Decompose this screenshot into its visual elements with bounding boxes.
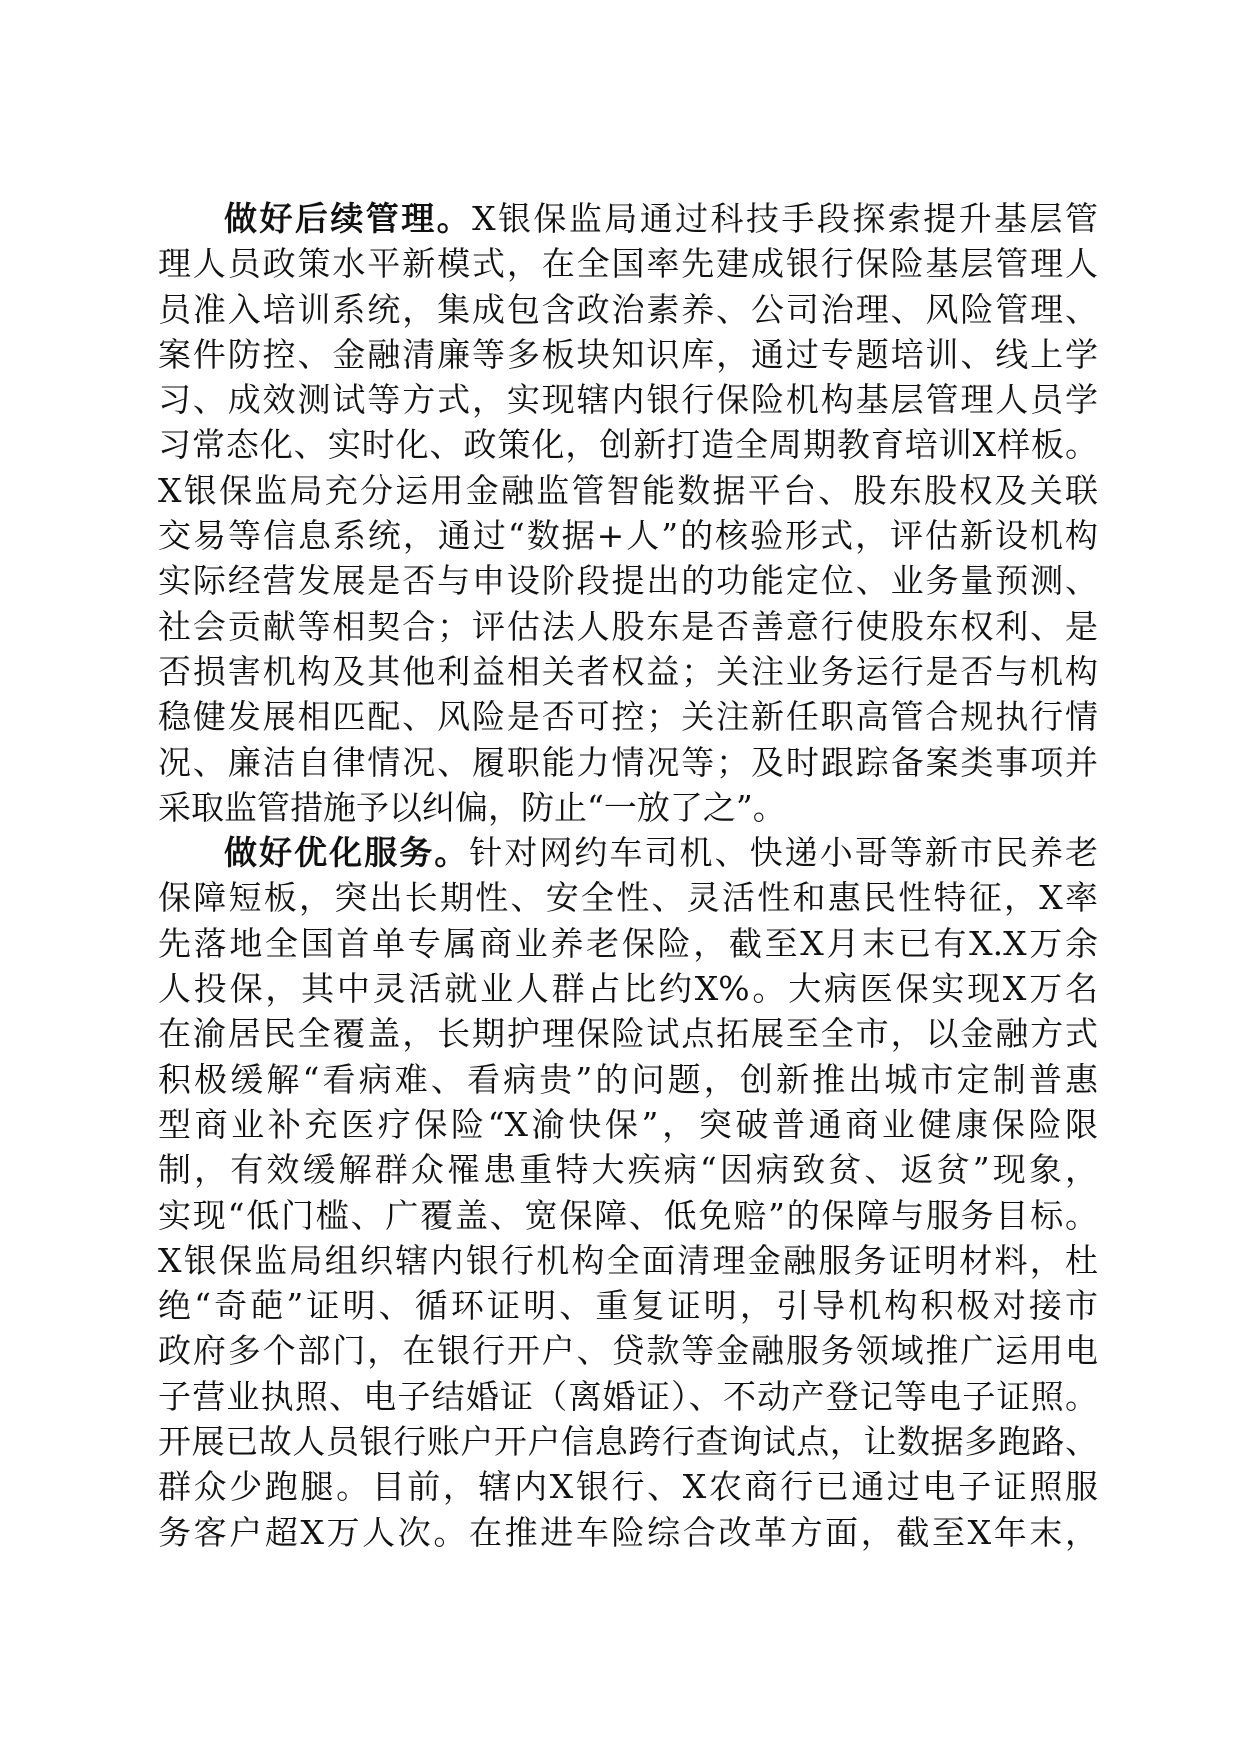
paragraph-1-line: 采取监管措施予以纠偏，防止“一放了之”。 — [158, 787, 786, 827]
paragraph-2-line: 人投保，其中灵活就业人群占比约X%。大病医保实现X万名 — [158, 969, 1098, 1009]
paragraph-2-heading: 做好优化服务。 — [224, 833, 470, 873]
paragraph-2-line: 在渝居民全覆盖，长期护理保险试点拓展至全市，以金融方式 — [158, 1014, 1098, 1054]
paragraph-1-line: 交易等信息系统，通过“数据+人”的核验形式，评估新设机构 — [158, 516, 1098, 556]
paragraph-2-line-1 — [158, 830, 1098, 875]
paragraph-1-line: 稳健发展相匹配、风险是否可控；关注新任职高管合规执行情 — [158, 697, 1098, 737]
paragraph-2-text: 针对网约车司机、快递小哥等新市民养老 — [469, 833, 1098, 873]
paragraph-2-line: 实现“低门槛、广覆盖、宽保障、低免赔”的保障与服务目标。 — [158, 1195, 1098, 1235]
paragraph-2-line: 子营业执照、电子结婚证（离婚证）、不动产登记等电子证照。 — [158, 1376, 1098, 1416]
paragraph-2-line: 积极缓解“看病难、看病贵”的问题，创新推出城市定制普惠 — [158, 1059, 1098, 1099]
paragraph-1-line-1 — [158, 196, 1098, 241]
paragraph-2-line: X银保监局组织辖内银行机构全面清理金融服务证明材料，杜 — [158, 1240, 1098, 1280]
paragraph-2-line: 型商业补充医疗保险“X渝快保”，突破普通商业健康保险限 — [158, 1104, 1098, 1144]
paragraph-2-line: 政府多个部门，在银行开户、贷款等金融服务领域推广运用电 — [158, 1331, 1098, 1371]
paragraph-2-line: 绝“奇葩”证明、循环证明、重复证明，引导机构积极对接市 — [158, 1286, 1098, 1326]
paragraph-1-line: 理人员政策水平新模式，在全国率先建成银行保险基层管理人 — [158, 244, 1098, 284]
paragraph-2-line: 保障短板，突出长期性、安全性、灵活性和惠民性特征，X率 — [158, 878, 1098, 918]
paragraph-1-line: 习、成效测试等方式，实现辖内银行保险机构基层管理人员学 — [158, 380, 1098, 420]
paragraph-2-line: 务客户超X万人次。在推进车险综合改革方面，截至X年末， — [158, 1512, 1098, 1552]
paragraph-2-line: 群众少跑腿。目前，辖内X银行、X农商行已通过电子证照服 — [158, 1467, 1098, 1507]
paragraph-1-text: X银保监局通过科技手段探索提升基层管 — [472, 199, 1098, 238]
paragraph-1-line: 否损害机构及其他利益相关者权益；关注业务运行是否与机构 — [158, 651, 1098, 691]
paragraph-1-line: 习常态化、实时化、政策化，创新打造全周期教育培训X样板。 — [158, 425, 1098, 465]
paragraph-1-line: X银保监局充分运用金融监管智能数据平台、股东股权及关联 — [158, 470, 1098, 510]
paragraph-2-line: 先落地全国首单专属商业养老保险，截至X月末已有X.X万余 — [158, 923, 1098, 963]
paragraph-1-line: 案件防控、金融清廉等多板块知识库，通过专题培训、线上学 — [158, 334, 1098, 374]
paragraph-1-line: 况、廉洁自律情况、履职能力情况等；及时跟踪备案类事项并 — [158, 742, 1098, 782]
paragraph-2-line: 制，有效缓解群众罹患重特大疾病“因病致贫、返贫”现象， — [158, 1150, 1098, 1190]
paragraph-1-heading: 做好后续管理。 — [224, 199, 473, 238]
paragraph-1-line: 实际经营发展是否与申设阶段提出的功能定位、业务量预测、 — [158, 561, 1098, 601]
paragraph-2-line: 开展已故人员银行账户开户信息跨行查询试点，让数据多跑路、 — [158, 1422, 1098, 1462]
document-body — [158, 196, 1098, 1555]
paragraph-1-line: 社会贡献等相契合；评估法人股东是否善意行使股东权利、是 — [158, 606, 1098, 646]
paragraph-1-line: 员准入培训系统，集成包含政治素养、公司治理、风险管理、 — [158, 289, 1098, 329]
